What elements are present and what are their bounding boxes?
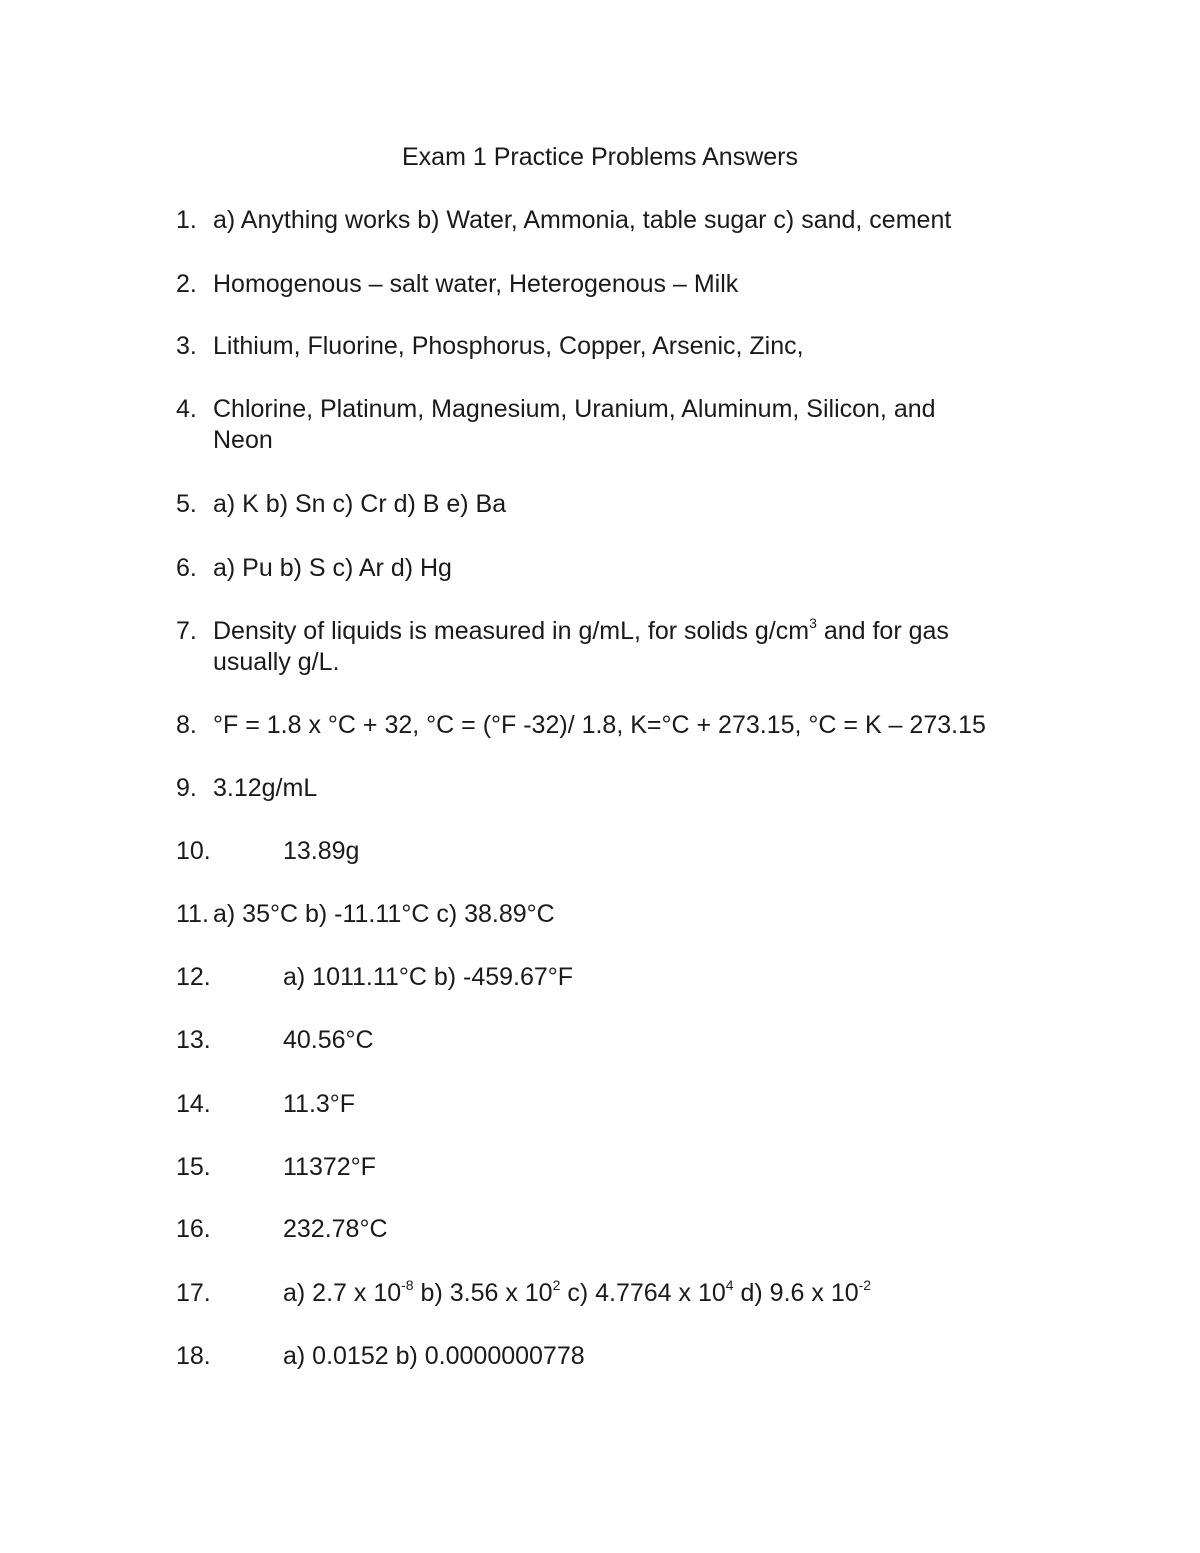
exponent: -2 — [858, 1276, 872, 1293]
item-text-line-2: Neon — [213, 426, 273, 454]
exponent: 2 — [552, 1276, 561, 1293]
text-part: d) 9.6 x 10 — [733, 1279, 859, 1307]
item-number: 9. — [176, 774, 197, 802]
item-number: 10. — [176, 837, 211, 865]
item-text — [283, 1278, 871, 1309]
item-number: 3. — [176, 332, 197, 360]
text-part: a) 2.7 x 10 — [283, 1279, 402, 1307]
item-text-line-1: Chlorine, Platinum, Magnesium, Uranium, Aluminum, Silicon, and — [213, 395, 936, 423]
text-part: c) 4.7764 x 10 — [560, 1279, 726, 1307]
item-text-line-2: usually g/L. — [213, 648, 340, 676]
exponent: -8 — [401, 1276, 414, 1293]
item-number: 5. — [176, 490, 197, 518]
item-number: 7. — [176, 617, 197, 645]
item-number: 6. — [176, 554, 197, 582]
item-number: 18. — [176, 1342, 211, 1370]
item-text: °F = 1.8 x °C + 32, °C = (°F -32)/ 1.8, K=°C + 273.15, °C = K – 273.15 — [213, 711, 986, 739]
item-text: a) 0.0152 b) 0.0000000778 — [283, 1342, 585, 1370]
item-number: 4. — [176, 395, 197, 423]
item-text: 11372°F — [283, 1153, 376, 1181]
item-number: 17. — [176, 1279, 211, 1307]
item-number: 11. — [176, 900, 209, 928]
item-number: 16. — [176, 1215, 211, 1243]
superscript: 3 — [809, 614, 817, 631]
item-text: 232.78°C — [283, 1215, 388, 1243]
item-text — [213, 616, 949, 678]
item-text: 11.3°F — [283, 1090, 356, 1118]
item-number: 13. — [176, 1026, 211, 1054]
item-text: a) Anything works b) Water, Ammonia, table sugar c) sand, cement — [213, 206, 952, 234]
item-text — [213, 394, 936, 456]
page-title: Exam 1 Practice Problems Answers — [402, 143, 798, 171]
item-text: Lithium, Fluorine, Phosphorus, Copper, Arsenic, Zinc, — [213, 332, 804, 360]
item-number: 12. — [176, 963, 211, 991]
item-text: Homogenous – salt water, Heterogenous – Milk — [213, 270, 739, 298]
item-text: a) 35°C b) -11.11°C c) 38.89°C — [213, 900, 555, 928]
item-text-line-1 — [213, 616, 949, 647]
text-part: b) 3.56 x 10 — [413, 1279, 553, 1307]
item-text: a) Pu b) S c) Ar d) Hg — [213, 554, 452, 582]
item-text: a) K b) Sn c) Cr d) B e) Ba — [213, 490, 507, 518]
text-part: Density of liquids is measured in g/mL, for solids g/cm — [213, 617, 810, 645]
item-text: 3.12g/mL — [213, 774, 318, 802]
item-number: 8. — [176, 711, 197, 739]
item-number: 2. — [176, 270, 197, 298]
item-number: 15. — [176, 1153, 211, 1181]
item-text: 13.89g — [283, 837, 360, 865]
item-number: 1. — [176, 206, 197, 234]
exponent: 4 — [725, 1276, 734, 1293]
item-text: a) 1011.11°C b) -459.67°F — [283, 963, 574, 991]
text-part: and for gas — [816, 617, 949, 645]
item-number: 14. — [176, 1090, 211, 1118]
item-text: 40.56°C — [283, 1026, 374, 1054]
